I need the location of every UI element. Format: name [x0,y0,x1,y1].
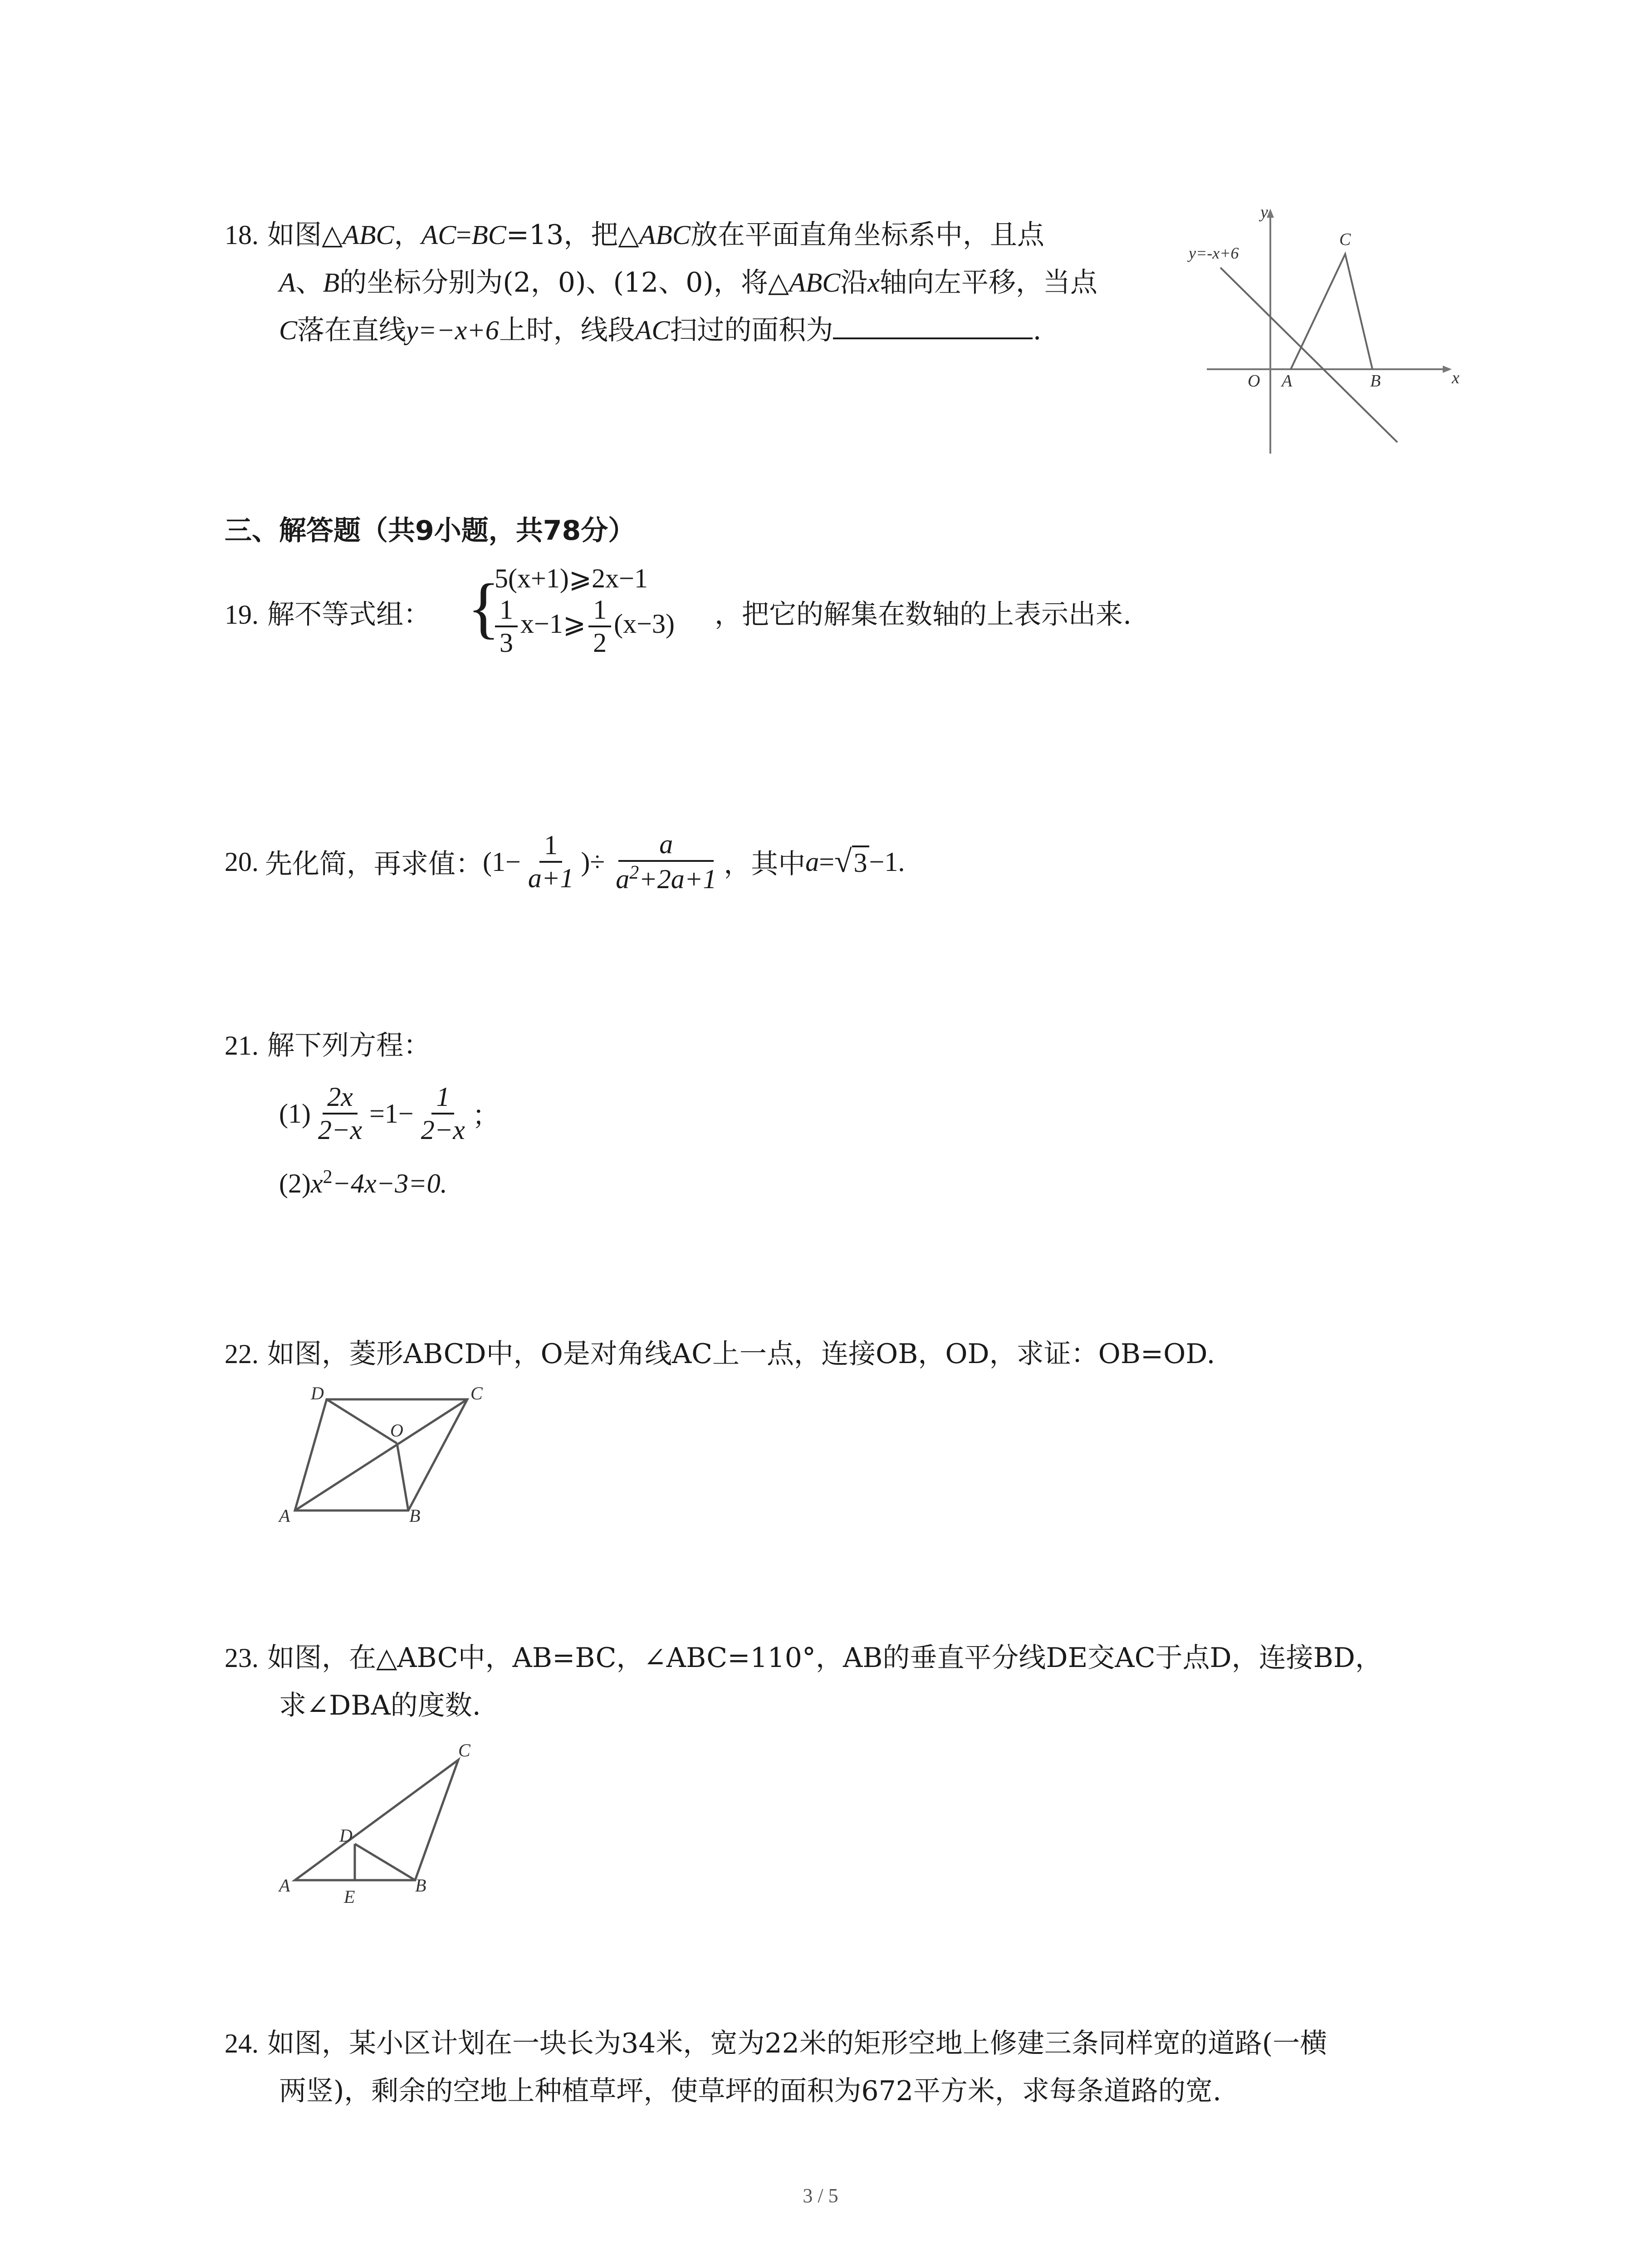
q18-math: x [867,268,880,298]
q19-inequality-1: 5(x+1)⩾2x−1 [495,563,648,593]
fraction: $\frac{2x}{2-x}$ [318,1082,362,1145]
q24-line2: 两竖)，剩余的空地上种植草坪，使草坪的面积为672平方米，求每条道路的宽. [279,2075,1221,2107]
sqrt-arg: 3 [852,846,869,879]
q23-triangle-figure [268,1728,495,1910]
q24-line1 [225,2021,1327,2066]
point-e-label: E [344,1887,355,1907]
q18-number: 18. [225,220,259,250]
q22-line [225,1331,1215,1377]
q18-line1 [225,212,1044,258]
q18-math: y=−x+6 [406,315,499,345]
q19-brace: { [467,570,500,645]
q19-text: 解不等式组： [267,599,431,631]
q18-text: 、 [295,267,323,298]
sqrt-sign: √ [834,844,852,879]
q22-rhombus-figure [268,1374,522,1524]
segment-db [355,1844,415,1880]
q23-line1 [225,1635,1382,1681]
q21-intro [225,1023,431,1068]
q20-math: (1− [483,846,521,877]
point-a-label: A [279,1875,290,1896]
q21-number: 21. [225,1031,259,1061]
point-b-label: B [415,1875,426,1896]
q18-math: A [279,268,296,298]
q18-text: 沿 [840,267,868,298]
point-c-label: C [458,1740,470,1760]
q18-text: 的坐标分别为(2，0)、(12、0)，将△ [339,267,789,298]
q18-math: C [279,315,298,345]
q18-text: 如图△ [267,219,343,251]
q20-math: )÷ [581,846,605,877]
q18-text: =13，把△ [506,219,639,251]
q18-coordinate-figure [1180,200,1470,463]
q18-math: AC [635,315,670,345]
q18-math: ABC [343,220,394,250]
fraction: $\frac{1}{a+1}$ [528,830,574,893]
q18-math: ABC [639,220,691,250]
line-y-eq-neg-x-plus-6 [1220,268,1397,442]
q18-text: 上时，线段 [499,314,635,346]
q18-math: BC [471,220,506,250]
q20-math: a [805,846,819,877]
point-c-label: C [470,1383,483,1403]
x-axis-label: x [1452,368,1460,387]
q23-line2: 求∠DBA的度数. [279,1690,481,1721]
fraction: $\frac{1}{3}$ [495,594,518,659]
page-number: 3 / 5 [803,2185,838,2207]
q19-number: 19. [225,600,259,630]
q20-number: 20. [225,846,259,877]
q21-part1: (1) $\frac{2x}{2-x}$ =1− $\frac{1}{2-x}$ ； [279,1082,500,1145]
q19-tail: ，把它的解集在数轴的上表示出来. [715,599,1132,631]
point-b-label: B [1370,371,1381,391]
q18-math: ABC [789,268,841,298]
line-label: y=-x+6 [1189,244,1239,262]
q18-text: . [1033,314,1042,346]
triangle-abc [295,1760,458,1880]
q18-line3 [279,308,1042,353]
y-axis-label: y [1260,203,1268,222]
q18-line2 [279,260,1097,305]
segment-od [327,1399,397,1443]
q20-line: 20. 先化简，再求值： (1− $\frac{1}{a+1}$ )÷ $\frac{a}{a^2+2a+1}$ ，其中 a = √ 3 −1. [225,829,905,894]
point-o-label: O [390,1420,403,1441]
triangle-abc [1291,254,1372,369]
q19-inequality-2: $\frac{1}{3}$ x−1⩾ $\frac{1}{2}$ (x−3) [492,594,675,659]
point-a-label: A [279,1505,290,1524]
q24-text: 如图，某小区计划在一块长为34米，宽为22米的矩形空地上修建三条同样宽的道路(一横 [267,2028,1327,2059]
point-b-label: B [409,1505,421,1524]
point-d-label: D [339,1825,353,1846]
q18-math: = [456,220,472,250]
q18-text: 扫过的面积为 [670,314,833,346]
q22-text: 如图，菱形ABCD中，O是对角线AC上一点，连接OB，OD，求证：OB=OD. [267,1338,1215,1370]
segment-ob [397,1443,408,1510]
point-c-label: C [1339,230,1351,249]
fraction: $\frac{1}{2-x}$ [421,1082,465,1145]
q24-number: 24. [225,2028,259,2058]
q18-math: AC [421,220,456,250]
q20-text: ，其中 [724,848,806,880]
q19-intro [225,592,431,637]
q23-number: 23. [225,1643,259,1673]
q18-text: 轴向左平移，当点 [879,267,1097,298]
section-title: 三、解答题（共9小题，共78分） [225,515,636,547]
point-a-label: A [1282,371,1293,391]
q18-math: B [323,268,340,298]
answer-blank[interactable] [833,310,1033,339]
q20-text: 先化简，再求值： [265,848,483,880]
q18-text: 落在直线 [297,314,407,346]
q20-math: −1. [869,846,905,877]
q18-text: ， [394,219,421,251]
fraction: $\frac{1}{2}$ [588,594,611,659]
x-axis-arrow [1443,366,1452,373]
origin-label: O [1248,371,1260,391]
q22-number: 22. [225,1339,259,1369]
q21-part2: $(2)x^2-4x-3=0$. [279,1167,447,1198]
q21-text: 解下列方程： [267,1030,431,1061]
point-d-label: D [311,1383,324,1403]
q18-text: 放在平面直角坐标系中，且点 [690,219,1044,251]
q23-text: 如图，在△ABC中，AB=BC，∠ABC=110°，AB的垂直平分线DE交AC于点D，连接BD， [267,1642,1382,1674]
fraction: $\frac{a}{a^2+2a+1}$ [616,829,717,894]
